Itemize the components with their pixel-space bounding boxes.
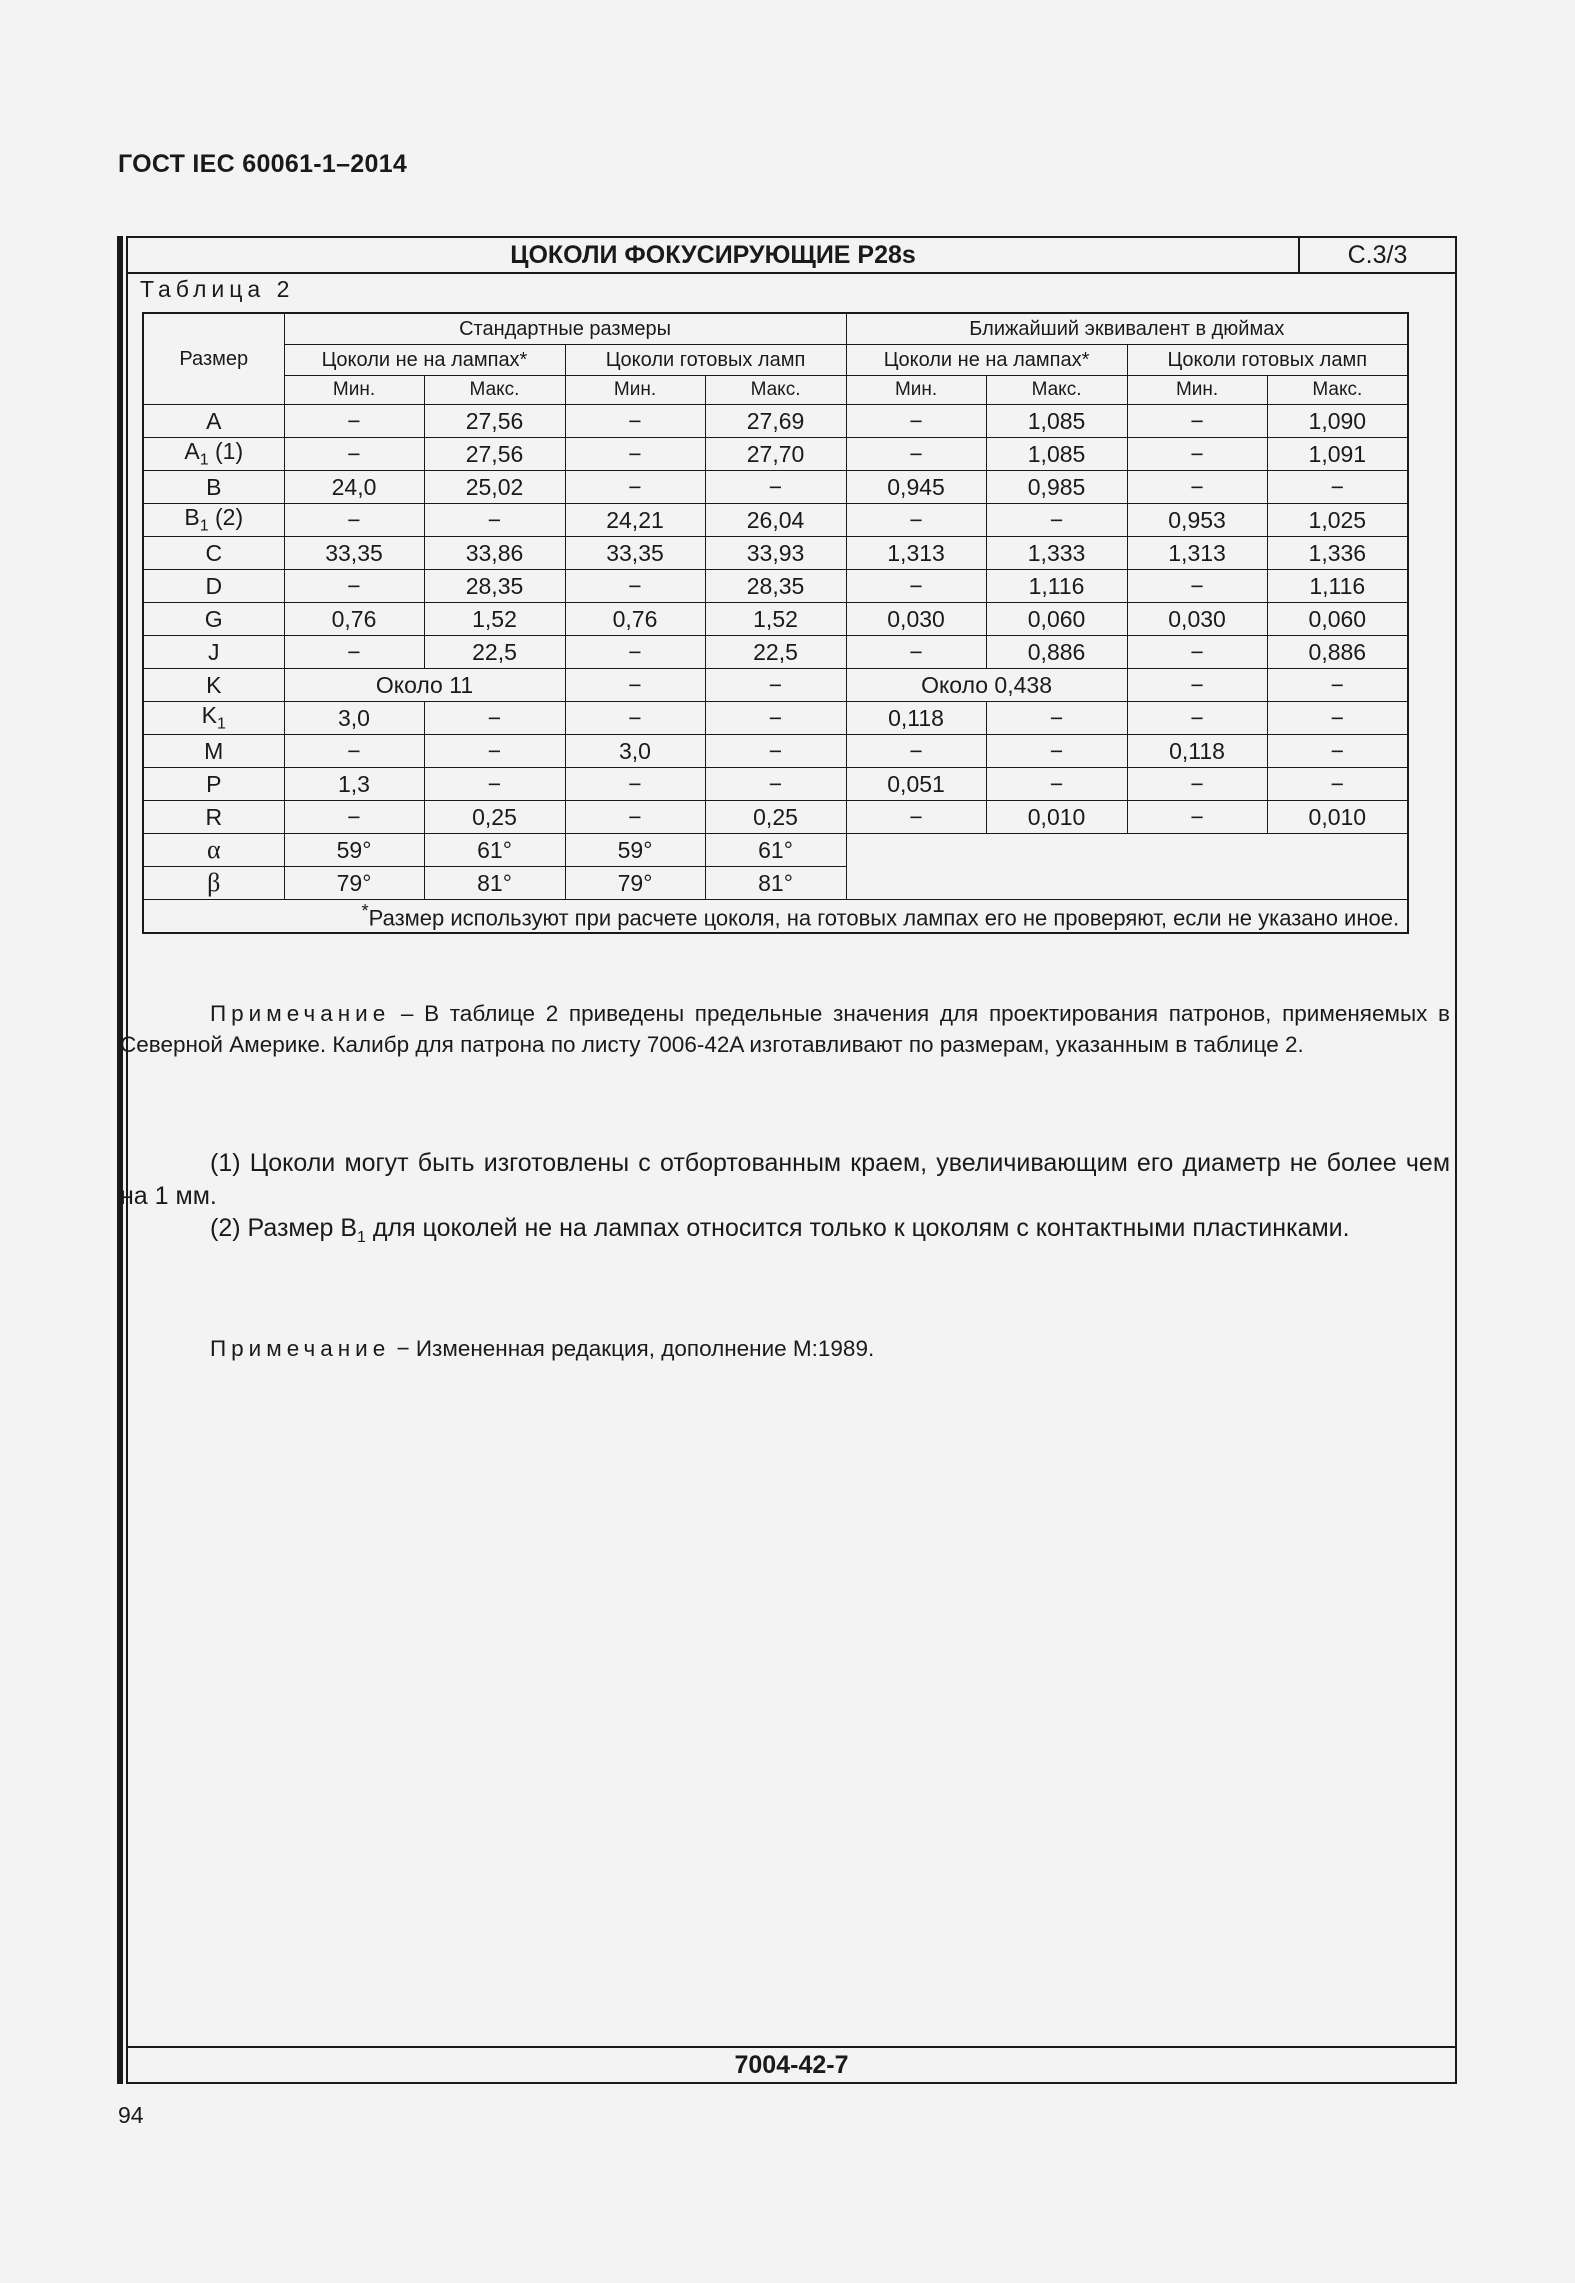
value-cell: −	[565, 471, 705, 504]
group-header-inch: Ближайший эквивалент в дюймах	[846, 313, 1408, 345]
value-cell: −	[986, 768, 1127, 801]
value-cell: −	[986, 504, 1127, 537]
value-cell: −	[846, 735, 986, 768]
subheader-caps-std: Цоколи не на лампах*	[284, 345, 565, 376]
max-header: Макс.	[424, 376, 565, 405]
value-cell: −	[284, 735, 424, 768]
dimension-subscript: 1	[216, 715, 226, 733]
dimension-symbol: R	[205, 803, 223, 830]
value-cell: 1,091	[1267, 438, 1408, 471]
value-cell: 28,35	[705, 570, 846, 603]
value-cell: 33,86	[424, 537, 565, 570]
table-row	[143, 834, 1408, 867]
value-cell: 0,060	[1267, 603, 1408, 636]
dimension-symbol: A	[206, 407, 222, 434]
value-cell: 0,25	[424, 801, 565, 834]
title-row	[128, 238, 1455, 274]
value-cell: −	[565, 768, 705, 801]
dimension-cell	[143, 471, 284, 504]
note-2	[120, 1333, 1450, 1364]
dimension-symbol: β	[207, 868, 221, 897]
value-cell: −	[565, 801, 705, 834]
table-label: Таблица 2	[140, 276, 295, 302]
note-1-text: – В таблице 2 приведены предельные значения для проектирования патронов, применяемых в Северной Америке. Калибр для патрона по листу 7006-42A изготавливают по размерам, указанным в таблице 2.	[120, 1001, 1450, 1057]
column-header-dimension: Размер	[143, 313, 284, 405]
table-row	[143, 768, 1408, 801]
value-cell: 1,090	[1267, 405, 1408, 438]
table-row	[143, 702, 1408, 735]
page-number: 94	[118, 2102, 144, 2128]
min-header: Мин.	[1127, 376, 1267, 405]
value-cell: −	[1127, 669, 1267, 702]
value-cell: 79°	[284, 867, 424, 900]
value-cell: −	[705, 702, 846, 735]
dimension-cell	[143, 438, 284, 471]
table-row	[143, 537, 1408, 570]
value-cell: 0,060	[986, 603, 1127, 636]
dimensions-table-body	[143, 405, 1408, 900]
min-header: Мин.	[565, 376, 705, 405]
value-cell: 33,35	[284, 537, 424, 570]
value-cell: 27,56	[424, 405, 565, 438]
dimension-cell	[143, 504, 284, 537]
value-cell: −	[705, 471, 846, 504]
value-cell: −	[1267, 735, 1408, 768]
value-cell: 24,21	[565, 504, 705, 537]
value-cell: Около 0,438	[846, 669, 1127, 702]
value-cell: 1,336	[1267, 537, 1408, 570]
value-cell: −	[424, 702, 565, 735]
footnote-text: Размер используют при расчете цоколя, на готовых лампах его не проверяют, если не указано иное.	[368, 905, 1400, 931]
value-cell: −	[1127, 768, 1267, 801]
footnote-2-prefix: (2) Размер B	[210, 1214, 358, 1242]
dimension-cell	[143, 735, 284, 768]
dimension-cell	[143, 603, 284, 636]
dimension-cell	[143, 768, 284, 801]
value-cell: 0,030	[1127, 603, 1267, 636]
dimension-cell	[143, 702, 284, 735]
value-cell: 33,35	[565, 537, 705, 570]
value-cell: −	[424, 735, 565, 768]
subheader-lamps-std: Цоколи готовых ламп	[565, 345, 846, 376]
value-cell: −	[565, 570, 705, 603]
value-cell: 0,985	[986, 471, 1127, 504]
footnote-2-sub: 1	[357, 1229, 366, 1246]
value-cell: −	[846, 570, 986, 603]
value-cell: 0,76	[565, 603, 705, 636]
dimension-symbol: M	[204, 737, 224, 764]
max-header: Макс.	[1267, 376, 1408, 405]
dimension-cell	[143, 405, 284, 438]
value-cell: −	[705, 768, 846, 801]
value-cell: 3,0	[284, 702, 424, 735]
value-cell: 0,886	[1267, 636, 1408, 669]
value-cell: 27,70	[705, 438, 846, 471]
dimension-subscript: 1	[199, 517, 209, 535]
value-cell: Около 11	[284, 669, 565, 702]
sheet-code: 7004-42-7	[128, 2046, 1455, 2082]
value-cell: −	[986, 702, 1127, 735]
value-cell: −	[284, 405, 424, 438]
value-cell: −	[565, 438, 705, 471]
document-header: ГОСТ IEC 60061-1–2014	[118, 150, 408, 178]
dimension-note-ref: (2)	[208, 504, 244, 531]
footnote-1: (1) Цоколи могут быть изготовлены с отбортованным краем, увеличивающим его диаметр не более чем на 1 мм.	[120, 1149, 1450, 1210]
value-cell: 1,52	[424, 603, 565, 636]
table-row	[143, 735, 1408, 768]
value-cell: 1,333	[986, 537, 1127, 570]
value-cell: 0,118	[1127, 735, 1267, 768]
value-cell: 61°	[424, 834, 565, 867]
value-cell: −	[1127, 405, 1267, 438]
footnote-2	[120, 1212, 1450, 1254]
dimension-symbol: D	[205, 572, 223, 599]
value-cell: −	[565, 669, 705, 702]
value-cell: 24,0	[284, 471, 424, 504]
sheet-title: ЦОКОЛИ ФОКУСИРУЮЩИЕ P28s	[128, 238, 1300, 272]
dimension-symbol: B	[206, 473, 222, 500]
table-row	[143, 405, 1408, 438]
value-cell: 1,313	[1127, 537, 1267, 570]
sheet-number: С.3/3	[1347, 241, 1408, 269]
value-cell: 0,030	[846, 603, 986, 636]
value-cell: 1,52	[705, 603, 846, 636]
max-header: Макс.	[705, 376, 846, 405]
value-cell: 1,085	[986, 438, 1127, 471]
value-cell: 1,116	[986, 570, 1127, 603]
value-cell: 81°	[705, 867, 846, 900]
subheader-lamps-inch: Цоколи готовых ламп	[1127, 345, 1408, 376]
dimension-symbol: C	[205, 539, 223, 566]
value-cell: −	[846, 636, 986, 669]
footnote-2-rest: для цоколей не на лампах относится только к цоколям с контактными пластинками.	[365, 1214, 1350, 1242]
dimension-cell	[143, 537, 284, 570]
value-cell: −	[1127, 471, 1267, 504]
value-cell: 25,02	[424, 471, 565, 504]
value-cell: −	[284, 504, 424, 537]
value-cell: 0,010	[1267, 801, 1408, 834]
table-row	[143, 504, 1408, 537]
dimension-cell	[143, 636, 284, 669]
value-cell: −	[1267, 702, 1408, 735]
value-cell: −	[284, 438, 424, 471]
dimension-cell	[143, 867, 284, 900]
value-cell: 0,945	[846, 471, 986, 504]
dimension-symbol: J	[208, 638, 220, 665]
value-cell: −	[1127, 570, 1267, 603]
dimension-cell	[143, 801, 284, 834]
value-cell: 1,085	[986, 405, 1127, 438]
value-cell: −	[1267, 768, 1408, 801]
value-cell: −	[424, 768, 565, 801]
dimensions-table	[142, 312, 1409, 934]
value-cell: 61°	[705, 834, 846, 867]
value-cell: 0,886	[986, 636, 1127, 669]
value-cell: 33,93	[705, 537, 846, 570]
min-header: Мин.	[284, 376, 424, 405]
value-cell: −	[705, 735, 846, 768]
value-cell: 1,3	[284, 768, 424, 801]
dimension-symbol: A	[184, 438, 200, 465]
table-row	[143, 471, 1408, 504]
value-cell: 0,25	[705, 801, 846, 834]
value-cell: −	[1127, 702, 1267, 735]
table-row	[143, 669, 1408, 702]
value-cell: 28,35	[424, 570, 565, 603]
value-cell: −	[846, 438, 986, 471]
dimension-symbol: G	[204, 605, 223, 632]
table-footnote	[143, 900, 1408, 934]
table-row	[143, 801, 1408, 834]
group-header-standard: Стандартные размеры	[284, 313, 846, 345]
value-cell: 0,76	[284, 603, 424, 636]
value-cell: −	[284, 636, 424, 669]
footnote-mark: *	[361, 900, 369, 922]
value-cell: −	[565, 636, 705, 669]
empty-area	[846, 834, 1408, 900]
dimension-symbol: B	[184, 504, 200, 531]
value-cell: −	[565, 702, 705, 735]
value-cell: −	[424, 504, 565, 537]
dimension-cell	[143, 669, 284, 702]
value-cell: −	[1267, 669, 1408, 702]
value-cell: 59°	[284, 834, 424, 867]
table-row	[143, 636, 1408, 669]
value-cell: −	[846, 405, 986, 438]
value-cell: 81°	[424, 867, 565, 900]
value-cell: 1,025	[1267, 504, 1408, 537]
dimension-symbol: P	[206, 770, 222, 797]
value-cell: 0,953	[1127, 504, 1267, 537]
value-cell: −	[284, 801, 424, 834]
note-2-text: − Измененная редакция, дополнение M:1989.	[390, 1336, 875, 1361]
value-cell: −	[846, 801, 986, 834]
value-cell: 26,04	[705, 504, 846, 537]
table-row	[143, 603, 1408, 636]
dimension-cell	[143, 834, 284, 867]
value-cell: 1,313	[846, 537, 986, 570]
value-cell: 0,010	[986, 801, 1127, 834]
dimension-note-ref: (1)	[208, 438, 244, 465]
value-cell: 79°	[565, 867, 705, 900]
value-cell: 0,118	[846, 702, 986, 735]
value-cell: −	[1127, 801, 1267, 834]
value-cell: 22,5	[705, 636, 846, 669]
value-cell: 22,5	[424, 636, 565, 669]
value-cell: 59°	[565, 834, 705, 867]
value-cell: −	[1267, 471, 1408, 504]
note-2-label: Примечание	[210, 1336, 391, 1361]
dimension-subscript: 1	[199, 451, 209, 469]
max-header: Макс.	[986, 376, 1127, 405]
table-row	[143, 438, 1408, 471]
value-cell: −	[565, 405, 705, 438]
value-cell: −	[284, 570, 424, 603]
note-1-label: Примечание	[210, 1001, 391, 1026]
value-cell: −	[1127, 636, 1267, 669]
subheader-caps-inch: Цоколи не на лампах*	[846, 345, 1127, 376]
note-1	[120, 998, 1450, 1060]
min-header: Мин.	[846, 376, 986, 405]
value-cell: 3,0	[565, 735, 705, 768]
value-cell: 0,051	[846, 768, 986, 801]
value-cell: 27,69	[705, 405, 846, 438]
value-cell: −	[705, 669, 846, 702]
dimension-symbol: K	[206, 671, 222, 698]
value-cell: 1,116	[1267, 570, 1408, 603]
value-cell: −	[986, 735, 1127, 768]
dimension-symbol: α	[206, 835, 221, 864]
dimension-cell	[143, 570, 284, 603]
value-cell: −	[846, 504, 986, 537]
value-cell: −	[1127, 438, 1267, 471]
table-row	[143, 570, 1408, 603]
value-cell: 27,56	[424, 438, 565, 471]
dimension-symbol: K	[201, 702, 217, 729]
